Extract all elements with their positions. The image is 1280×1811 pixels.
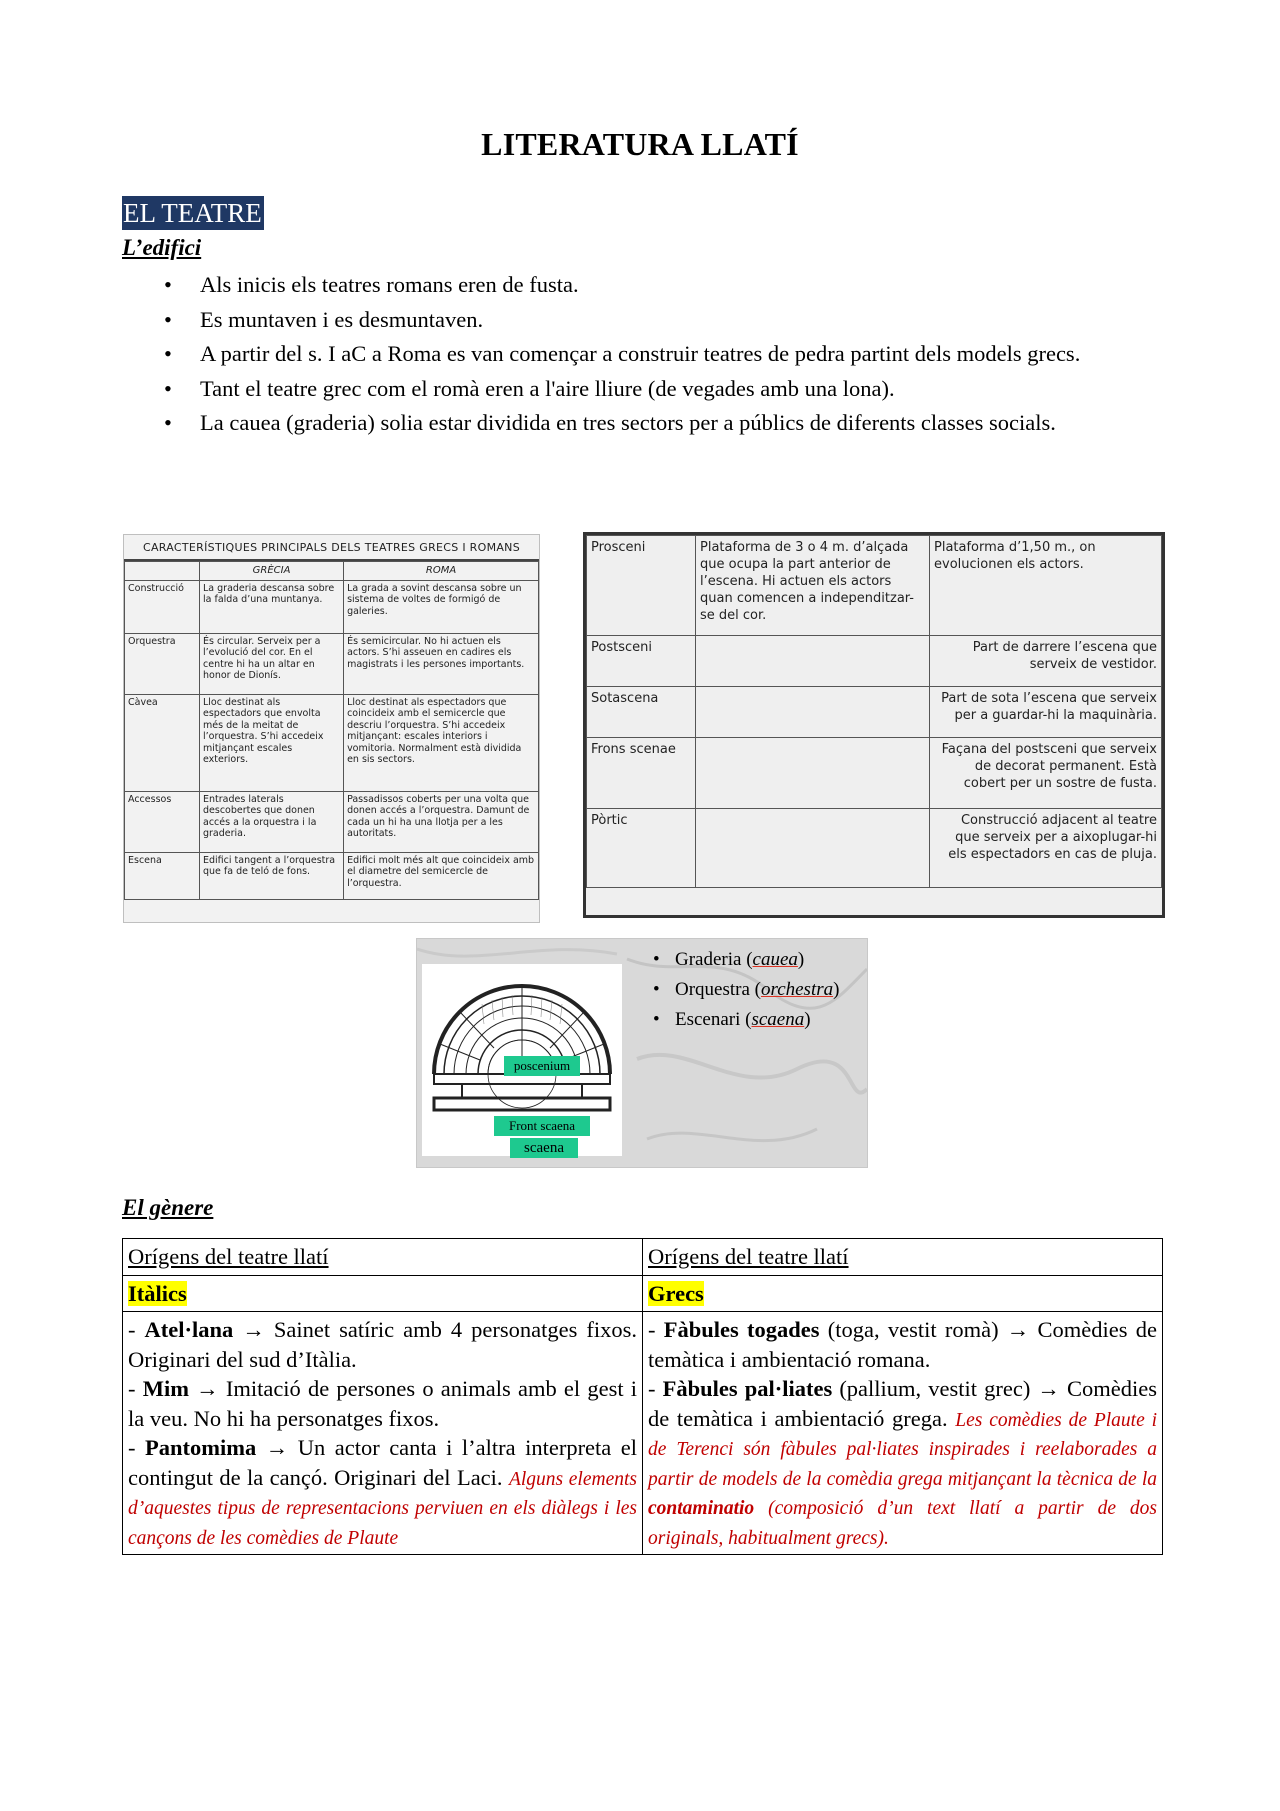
table-row bbox=[123, 1312, 1163, 1555]
list-item: • Tant el teatre grec com el romà eren a l'aire lliure (de vegades amb una lona). bbox=[160, 372, 1166, 407]
table-row: Frons scenae Façana del postsceni que serveix de decorat permanent. Està cobert per un sostre de fusta. bbox=[587, 738, 1162, 809]
table-row: Pòrtic Construcció adjacent al teatre que serveix per a aixoplugar-hi els espectadors en cas de pluja. bbox=[587, 809, 1162, 888]
table-row: Sotascena Part de sota l’escena que serveix per a guardar-hi la maquinària. bbox=[587, 687, 1162, 738]
theatre-parts-image bbox=[583, 532, 1165, 918]
term-contaminatio: contaminatio bbox=[648, 1498, 755, 1519]
theatre-parts-table bbox=[586, 535, 1162, 888]
building-bullet-list bbox=[160, 268, 1166, 441]
theatre-parts-list bbox=[653, 945, 839, 1035]
table-header-row bbox=[123, 1239, 1163, 1276]
list-item: • Orquestra (orchestra) bbox=[653, 975, 839, 1005]
list-item: • Graderia (cauea) bbox=[653, 945, 839, 975]
term-fabules-palliates: Fàbules pal·liates bbox=[662, 1376, 833, 1401]
bullet-icon: • bbox=[164, 341, 172, 366]
bullet-icon: • bbox=[164, 375, 172, 401]
list-item: • Als inicis els teatres romans eren de fusta. bbox=[160, 268, 1166, 303]
bullet-icon: • bbox=[164, 306, 172, 332]
table-row: Orquestra És circular. Serveix per a l’evolució del cor. En el centre hi ha un altar en honor de Dionís. És semicircular. No hi actuen els actors. S’hi asseuen en cadires els magistrats i les persones importants. bbox=[125, 633, 539, 694]
comparison-caption: CARACTERÍSTIQUES PRINCIPALS DELS TEATRES GRECS I ROMANS bbox=[124, 535, 539, 561]
table-row bbox=[123, 1275, 1163, 1312]
table-row: Càvea Lloc destinat als espectadors que envolta més de la meitat de l’orquestra. S’hi accedeix mitjançant escales exteriors. Lloc destinat als espectadors que coincideix amb el semicercle que descriu l’orquestra. S’hi accedeix mitjançant: escales interiors i vomitoria. Normalment està dividida en sis sectors. bbox=[125, 694, 539, 791]
scaena-label: scaena bbox=[510, 1138, 578, 1158]
table-row: Accessos Entrades laterals descobertes que donen accés a la orquestra i la graderia. Passadissos coberts per una volta que donen accés a l’orquestra. Damunt de cada un hi ha una llotja per a les autoritats. bbox=[125, 791, 539, 852]
bullet-icon: • bbox=[653, 949, 660, 970]
greek-roman-comparison-image bbox=[123, 534, 540, 923]
comparison-table bbox=[124, 561, 539, 900]
bullet-icon: • bbox=[653, 1009, 660, 1030]
term-mim: Mim bbox=[142, 1376, 189, 1401]
table-row: Escena Edifici tangent a l’orquestra que fa de teló de fons. Edifici molt més alt que coincideix amb el diametre del semicercle de l’orquestra. bbox=[125, 852, 539, 899]
genre-origins-table bbox=[122, 1238, 1163, 1555]
poscenium-label: poscenium bbox=[504, 1056, 580, 1076]
column-header-greece: GRÈCIA bbox=[200, 562, 344, 581]
term-pantomima: Pantomima bbox=[145, 1435, 257, 1460]
bullet-icon: • bbox=[164, 272, 172, 297]
subheading-genre: El gènere bbox=[122, 1195, 214, 1220]
list-item: • La cauea (graderia) solia estar dividida en tres sectors per a públics de diferents classes socials. bbox=[160, 406, 1166, 441]
page-title: LITERATURA LLATÍ bbox=[481, 126, 799, 162]
theatre-plan-figure bbox=[416, 938, 868, 1168]
greek-origins-cell: - Fàbules togades (toga, vestit romà) → Comèdies de temàtica i ambientació romana. - Fàbules pal·liates (pallium, vestit grec) → Comèdies de temàtica i ambientació grega. Les comèdies de Plaute i de Terenci són fàbules pal·liates inspirades i reelaborades a partir de models de la comèdia grega mitjançant la tècnica de la contaminatio (composició d’un text llatí a partir de dos originals, habitualment grecs). bbox=[643, 1312, 1163, 1555]
table-row: Postsceni Part de darrere l’escena que serveix de vestidor. bbox=[587, 636, 1162, 687]
section-heading-theatre: EL TEATRE bbox=[123, 198, 262, 228]
category-greek: Grecs bbox=[648, 1280, 704, 1306]
theatre-plan-drawing bbox=[422, 964, 622, 1156]
column-header-left: Orígens del teatre llatí bbox=[128, 1244, 329, 1269]
category-italic: Itàlics bbox=[128, 1280, 187, 1306]
bullet-icon: • bbox=[653, 979, 660, 1000]
term-fabules-togades: Fàbules togades bbox=[663, 1317, 820, 1342]
list-item: • A partir del s. I aC a Roma es van començar a construir teatres de pedra partint dels models grecs. bbox=[160, 337, 1166, 372]
list-item: • Es muntaven i es desmuntaven. bbox=[160, 303, 1166, 338]
table-header-row bbox=[125, 562, 539, 581]
term-atellana: Atel·lana bbox=[144, 1317, 234, 1342]
italic-note: Alguns elements d’aquestes tipus de representacions perviuen en els diàlegs i les cançons de les comèdies de Plaute bbox=[128, 1468, 637, 1549]
italic-origins-cell: - Atel·lana → Sainet satíric amb 4 personatges fixos. Originari del sud d’Itàlia. - Mim → Imitació de persones o animals amb el gest i la veu. No hi ha personatges fixos. - Pantomima → Un actor canta i l’altra interpreta el contingut de la cançó. Originari del Laci. Alguns elements d’aquestes tipus de representacions perviuen en els diàlegs i les cançons de les comèdies de Plaute bbox=[123, 1312, 643, 1555]
column-header-rome: ROMA bbox=[344, 562, 539, 581]
table-row: Prosceni Plataforma de 3 o 4 m. d’alçada que ocupa la part anterior de l’escena. Hi actuen els actors quan comencen a independitzar-se del cor. Plataforma d’1,50 m., on evolucionen els actors. bbox=[587, 536, 1162, 636]
subheading-building: L’edifici bbox=[122, 235, 202, 260]
bullet-icon: • bbox=[164, 410, 172, 435]
greek-note: Les comèdies de Plaute i de Terenci són fàbules pal·liates inspirades i reelaborades a partir de models de la comèdia grega mitjançant la tècnica de la contaminatio (composició d’un text llatí a partir de dos originals, habitualment grecs). bbox=[648, 1409, 1158, 1549]
front-scaena-label: Front scaena bbox=[494, 1116, 590, 1136]
column-header-right: Orígens del teatre llatí bbox=[648, 1244, 849, 1269]
table-row: Construcció La graderia descansa sobre la falda d’una muntanya. La grada a sovint descansa sobre un sistema de voltes de formigó de galeries. bbox=[125, 580, 539, 633]
list-item: • Escenari (scaena) bbox=[653, 1005, 839, 1035]
